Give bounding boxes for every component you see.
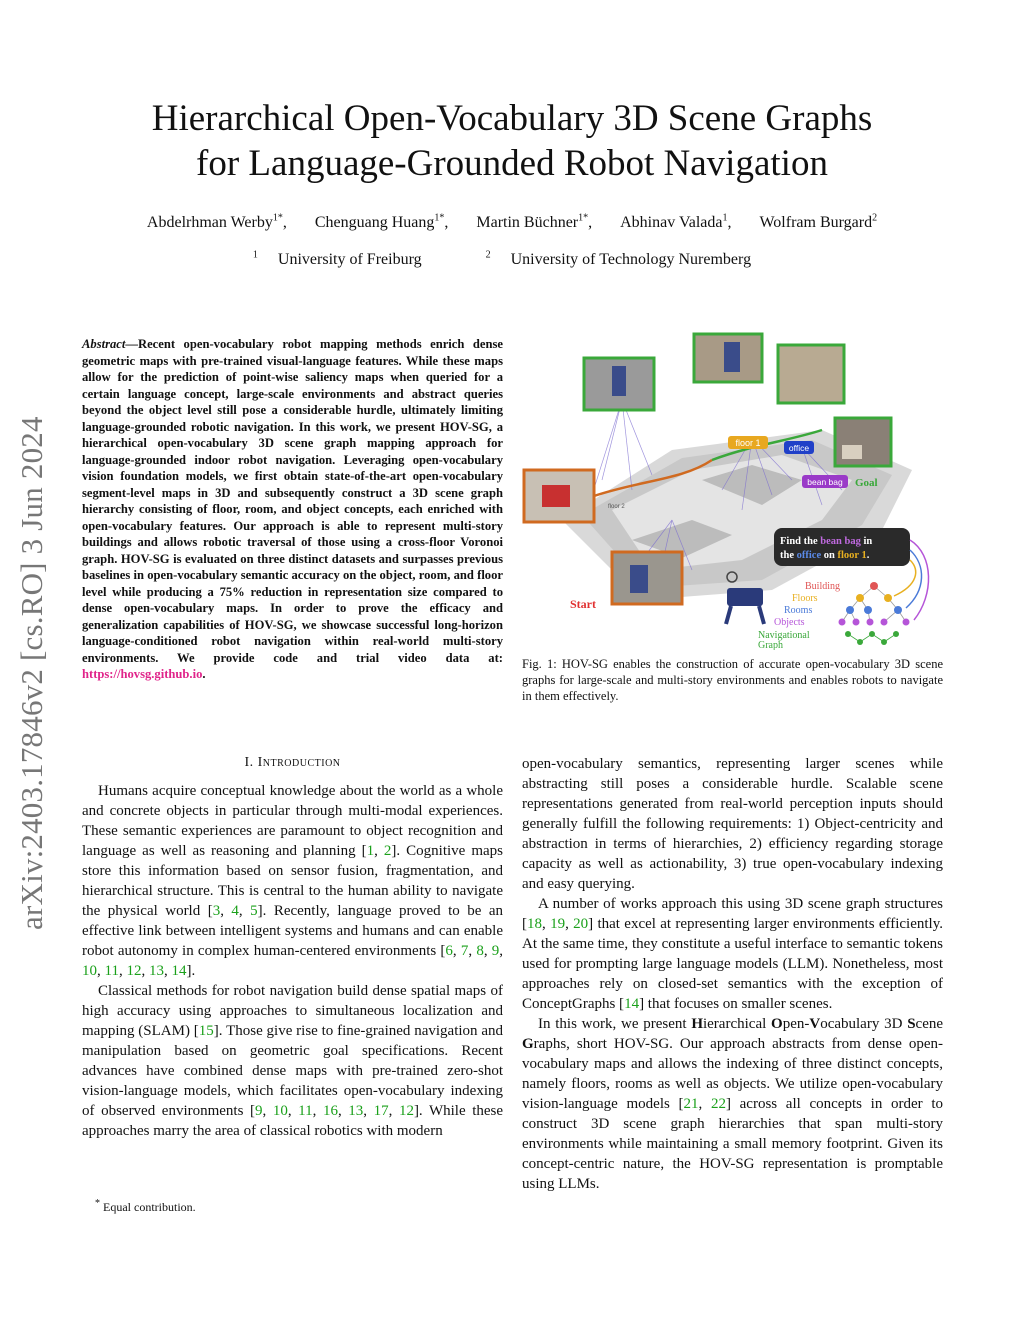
text-run: ]. Recently, language proved to be an effective link between intelligent systems and humans and can enable robot autonomy in complex human-centered environments [ xyxy=(82,903,503,959)
floor-2-label: floor 2 xyxy=(608,504,625,510)
bold-letter: V xyxy=(809,1016,821,1032)
arxiv-identifier: arXiv:2403.17846v2 [cs.RO] 3 Jun 2024 xyxy=(14,416,49,930)
text-run: ]. Cognitive maps store this information based on sensor fusion, fragmentation, and hierarchical structure. This is central to the human ability to navigate the physical world [ xyxy=(82,843,503,919)
text-run: , xyxy=(141,963,149,979)
text-run: ierarchical xyxy=(702,1016,772,1032)
text-run: , xyxy=(483,943,492,959)
legend-navgraph-2: Graph xyxy=(758,640,783,650)
text-run: , xyxy=(698,1096,711,1112)
goal-path-photo-3 xyxy=(778,345,844,403)
citation-link[interactable]: 17 xyxy=(373,1103,389,1119)
citation-link[interactable]: 16 xyxy=(322,1103,338,1119)
text-run: , xyxy=(220,903,232,919)
text-run: , xyxy=(363,1103,374,1119)
text-run: , xyxy=(374,843,384,859)
paragraph xyxy=(82,981,503,1141)
text-run: , xyxy=(468,943,477,959)
citation-link[interactable]: 11 xyxy=(104,963,119,979)
author: Chenguang Huang$^{1*}$, xyxy=(314,213,449,232)
citation-link[interactable]: 5 xyxy=(250,903,258,919)
citation-link[interactable]: 19 xyxy=(550,916,566,932)
text-run: , xyxy=(452,943,461,959)
citation-link[interactable]: 7 xyxy=(460,943,469,959)
legend-objects: Objects xyxy=(774,617,805,628)
citation-link[interactable]: 14 xyxy=(171,963,187,979)
svg-text:bean bag: bean bag xyxy=(807,477,843,487)
text-run: ] across all concepts in order to construct 3D scene graph hierarchies that span multi-story environments while maintaining a small memory footprint. Given its concept-centric nature, the HOV-SG representation is promptable using LLMs. xyxy=(522,1096,944,1192)
citation-link[interactable]: 2 xyxy=(383,843,392,859)
text-run: , xyxy=(287,1103,299,1119)
text-run: , xyxy=(565,916,574,932)
text-run: Humans acquire conceptual knowledge about the world as a whole and concrete objects in particular through multi-modal experiences. These semantic experiences are paramount to object recognition and language as well as reasoning and planning [ xyxy=(82,783,503,859)
text-run: ]. xyxy=(186,963,196,979)
caption-label: Fig. 1: xyxy=(522,657,557,671)
goal-label: Goal xyxy=(855,477,878,489)
legend-navgraph-1: Navigational xyxy=(758,630,810,641)
column-right xyxy=(522,754,943,1194)
text-run: , xyxy=(97,963,105,979)
text-run: ]. Those give rise to fine-grained navigation and manipulation based on geometric goal specifications. Recent advances have combined dense maps with pre-trained zero-shot vision-language models, which facilitates open-vocabulary indexing of observed environments [ xyxy=(82,1023,503,1119)
project-link[interactable]: https://hovsg.github.io xyxy=(82,667,203,681)
text-run: ]. While these approaches marry the area of classical robotics with modern xyxy=(82,1103,504,1139)
column-left xyxy=(82,781,503,1141)
paragraph xyxy=(522,754,943,894)
abstract-text: —Recent open-vocabulary robot mapping methods enrich dense geometric maps with pre-trained visual-language features. While these maps allow for the prediction of point-wise saliency maps when queried for a certain language concept, large-scale environments and abstract queries beyond the object level still pose a considerable hurdle, ultimately limiting language-grounded robotic navigation. In this work, we present HOV-SG, a hierarchical open-vocabulary 3D scene graph mapping approach for language-grounded indoor robot navigation. Leveraging open-vocabulary vision foundation models, we first obtain state-of-the-art open-vocabulary segment-level maps in 3D and subsequently construct a 3D scene graph hierarchy consisting of floor, room, and object concepts, each enriched with open-vocabulary features. Our approach is able to represent multi-story buildings and allows robotic traversal of those using a cross-floor Voronoi graph. HOV-SG is evaluated on three distinct datasets and surpasses previous baselines in open-vocabulary semantic accuracy on the object, room, and floor level while producing a 75% reduction in representation size compared to dense open-vocabulary maps. In order to prove the efficacy and generalization capabilities of HOV-SG, we showcase successful long-horizon language-conditioned robot navigation within real-world multi-story environments. We provide code and trial video data at: xyxy=(82,337,503,665)
figure-caption xyxy=(522,656,943,704)
citation-link[interactable]: 21 xyxy=(683,1096,699,1112)
citation-link[interactable]: 22 xyxy=(710,1096,726,1112)
caption-text: HOV-SG enables the construction of accurate open-vocabulary 3D scene graphs for large-scale and multi-story environments and enables robots to navigate in them effectively. xyxy=(522,657,943,703)
start-label: Start xyxy=(570,597,596,611)
svg-text:office: office xyxy=(788,443,810,453)
text-run: ] that focuses on smaller scenes. xyxy=(639,996,833,1012)
text-run: ocabulary 3D xyxy=(820,1016,908,1032)
text-run: , xyxy=(542,916,551,932)
affiliation: $^2$ University of Technology Nuremberg xyxy=(485,250,752,269)
text-run: , xyxy=(499,943,504,959)
svg-text:floor 1: floor 1 xyxy=(735,438,761,448)
citation-link[interactable]: 9 xyxy=(491,943,500,959)
citation-link[interactable]: 12 xyxy=(398,1103,414,1119)
query-text-line-2: the office on floor 1. xyxy=(780,550,870,561)
author: Abdelrhman Werby$^{1*}$, xyxy=(146,213,287,232)
text-run: A number of works approach this using 3D scene graph structures [ xyxy=(522,896,943,932)
paragraph xyxy=(82,781,503,981)
affiliation: $^1$ University of Freiburg xyxy=(252,250,422,269)
text-run: Classical methods for robot navigation build dense spatial maps of high accuracy using approaches to simultaneous localization and mapping (SLAM) [ xyxy=(82,983,503,1039)
citation-link[interactable]: 9 xyxy=(255,1103,263,1119)
legend-rooms: Rooms xyxy=(784,605,813,616)
citation-link[interactable]: 6 xyxy=(445,943,453,959)
author: Abhinav Valada$^1$, xyxy=(620,213,732,232)
abstract-label: Abstract xyxy=(82,337,126,351)
citation-link[interactable]: 4 xyxy=(231,903,239,919)
citation-link[interactable]: 12 xyxy=(126,963,142,979)
paper-title xyxy=(0,96,1024,186)
text-run: , xyxy=(238,903,251,919)
text-run: pen- xyxy=(782,1016,810,1032)
citation-link[interactable]: 13 xyxy=(348,1103,364,1119)
title-line-2: for Language-Grounded Robot Navigation xyxy=(196,143,828,184)
bold-letter: O xyxy=(771,1016,783,1032)
citation-link[interactable]: 14 xyxy=(624,996,640,1012)
citation-link[interactable]: 13 xyxy=(148,963,164,979)
query-text-line-1: Find the bean bag in xyxy=(780,536,873,547)
citation-link[interactable]: 15 xyxy=(198,1023,214,1039)
paragraph xyxy=(522,894,943,1014)
text-run: , xyxy=(118,963,127,979)
author-list xyxy=(0,213,1024,232)
text-run: In this work, we present xyxy=(538,1016,692,1032)
abstract: Abstract—Recent open-vocabulary robot mapping methods enrich dense geometric maps with pre-trained visual-language features. While these maps allow for the prediction of point-wise saliency maps when queried for a certain language concept, large-scale environments and abstract queries beyond the object level still pose a considerable hurdle, ultimately limiting language-grounded robotic navigation. In this work, we present HOV-SG, a hierarchical open-vocabulary 3D scene graph mapping approach for language-grounded indoor robot navigation. Leveraging open-vocabulary vision foundation models, we first obtain state-of-the-art open-vocabulary segment-level maps in 3D and subsequently construct a 3D scene graph hierarchy consisting of floor, room, and object concepts, each enriched with open-vocabulary features. Our approach is able to represent multi-story buildings and allows robotic traversal of those using a cross-floor Voronoi graph. HOV-SG is evaluated on three distinct datasets and surpasses previous baselines in open-vocabulary semantic accuracy on the object, room, and floor level while producing a 75% reduction in representation size compared to dense open-vocabulary maps. In order to prove the efficacy and generalization capabilities of HOV-SG, we showcase successful long-horizon language-conditioned robot navigation within real-world multi-story environments. We provide code and trial video data at: https://hovsg.github.io. xyxy=(82,337,503,681)
text-run: , xyxy=(337,1103,349,1119)
title-line-1: Hierarchical Open-Vocabulary 3D Scene Graphs xyxy=(151,98,873,139)
legend-building: Building xyxy=(805,581,841,592)
bold-letter: H xyxy=(691,1016,703,1032)
citation-link[interactable]: 1 xyxy=(366,843,375,859)
figure-illustration xyxy=(522,330,943,650)
text-run: , xyxy=(312,1103,323,1119)
citation-link[interactable]: 8 xyxy=(476,943,484,959)
figure-1 xyxy=(522,330,943,650)
citation-link[interactable]: 18 xyxy=(527,916,542,932)
paragraph xyxy=(522,1014,943,1194)
citation-link[interactable]: 10 xyxy=(272,1103,288,1119)
text-run: , xyxy=(262,1103,273,1119)
author: Martin Büchner$^{1*}$, xyxy=(476,213,593,232)
author: Wolfram Burgard$^2$ xyxy=(759,213,878,232)
section-heading: I. Introduction xyxy=(244,755,341,770)
text-run: , xyxy=(388,1103,399,1119)
text-run: , xyxy=(163,963,172,979)
text-run: raphs, short HOV-SG. Our approach abstracts from dense open-vocabulary maps and allows the indexing of three distinct concepts, namely floors, rooms as well as objects. We utilize open-vocabulary vision-language models [ xyxy=(522,1036,943,1112)
affiliations xyxy=(0,250,1024,269)
citation-link[interactable]: 11 xyxy=(298,1103,313,1119)
bold-letter: S xyxy=(907,1016,916,1032)
citation-link[interactable]: 20 xyxy=(573,916,589,932)
legend-floors: Floors xyxy=(792,593,818,604)
text-run: ] that excel at representing larger environments efficiently. At the same time, they constitute a useful interface to semantic tokens used for prompting large language models (LLM). Nonetheless, most approaches rely on closed-set semantics with the exception of ConceptGraphs [ xyxy=(522,916,943,1012)
bold-letter: G xyxy=(522,1036,534,1052)
text-run: open-vocabulary semantics, representing larger scenes while abstracting still poses a considerable hurdle. Scalable scene representations generated from real-world perception inputs should generally fulfill the following requirements: 1) Object-centricity and abstraction in terms of hierarchies, 2) efficiency regarding storage capacity as well as actionability, 3) true open-vocabulary indexing and easy querying. xyxy=(522,756,943,892)
citation-link[interactable]: 3 xyxy=(212,903,221,919)
footnote: * Equal contribution. xyxy=(95,1198,196,1214)
citation-link[interactable]: 10 xyxy=(82,963,97,979)
text-run: cene xyxy=(915,1016,944,1032)
